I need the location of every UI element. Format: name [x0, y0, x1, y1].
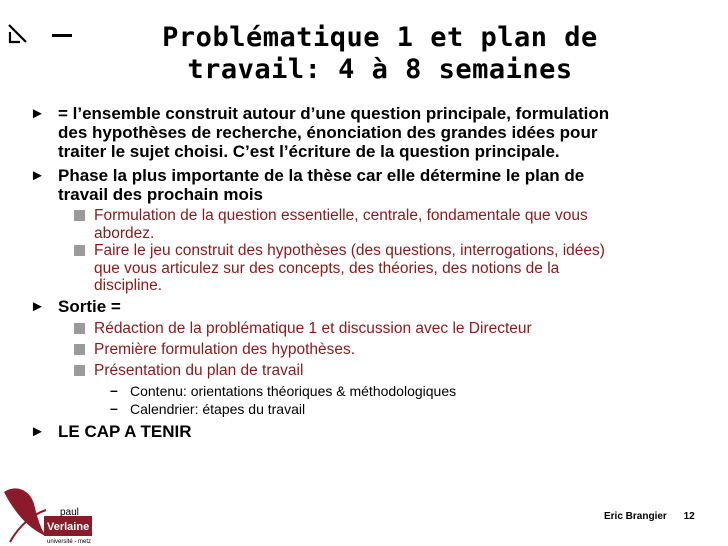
- text-line: discipline.: [94, 277, 163, 294]
- page-number: 12: [683, 511, 695, 522]
- bullet-text: [58, 104, 728, 161]
- arrow-bullet-icon: ►: [30, 167, 45, 184]
- university-logo: [0, 484, 100, 546]
- text-line: que vous articulez sur des concepts, des théories, des notions de la: [94, 259, 560, 277]
- text-line: Faire le jeu construit des hypothèses (des questions, interrogations, idées): [94, 242, 605, 259]
- sub-bullet-text: [94, 207, 714, 242]
- title-line-2: travail: 4 à 8 semaines: [187, 54, 573, 85]
- arrow-bullet-icon: ►: [30, 298, 45, 315]
- square-bullet-icon: [74, 344, 85, 355]
- logo-text-paul: paul: [60, 507, 79, 518]
- logo-text-university: université - metz: [47, 539, 92, 545]
- square-bullet-icon: [74, 245, 85, 256]
- text-line: travail des prochain mois: [58, 185, 264, 204]
- dash-bullet-icon: –: [110, 382, 118, 398]
- sub-bullet-text: Rédaction de la problématique 1 et discussion avec le Directeur: [94, 320, 532, 337]
- dash-bullet-icon: –: [110, 400, 118, 416]
- title-line-1: Problématique 1 et plan de: [162, 22, 598, 53]
- corner-arrow-icon: [6, 22, 30, 46]
- sub-sub-bullet-text: Contenu: orientations théoriques & méthodologiques: [130, 383, 457, 399]
- text-line: Formulation de la question essentielle, centrale, fondamentale que vous: [94, 207, 588, 224]
- arrow-bullet-icon: ►: [30, 423, 45, 440]
- text-line: abordez.: [94, 224, 155, 242]
- text-line: Phase la plus importante de la thèse car elle détermine le plan de: [58, 166, 585, 185]
- logo-text-verlaine: Verlaine: [47, 521, 90, 533]
- bullet-text: LE CAP A TENIR: [58, 422, 192, 441]
- square-bullet-icon: [74, 210, 85, 221]
- sub-sub-bullet-text: Calendrier: étapes du travail: [130, 401, 306, 417]
- text-line: = l’ensemble construit autour d’une question principale, formulation: [58, 104, 610, 123]
- square-bullet-icon: [74, 365, 85, 376]
- slide-footer: [604, 511, 695, 522]
- text-line: des hypothèses de recherche, énonciation des grandes idées pour: [58, 123, 598, 142]
- bullet-text: [58, 166, 728, 204]
- sub-bullet-text: Présentation du plan de travail: [94, 362, 304, 379]
- slide-title: [110, 22, 650, 86]
- footer-author: Eric Brangier: [604, 511, 667, 522]
- bullet-text: Sortie =: [58, 297, 121, 316]
- sub-bullet-text: [94, 242, 714, 295]
- arrow-bullet-icon: ►: [30, 105, 45, 122]
- sub-bullet-text: Première formulation des hypothèses.: [94, 341, 356, 358]
- square-bullet-icon: [74, 323, 85, 334]
- corner-dash: [52, 34, 72, 37]
- text-line: traiter le sujet choisi. C’est l’écriture de la question principale.: [58, 142, 560, 161]
